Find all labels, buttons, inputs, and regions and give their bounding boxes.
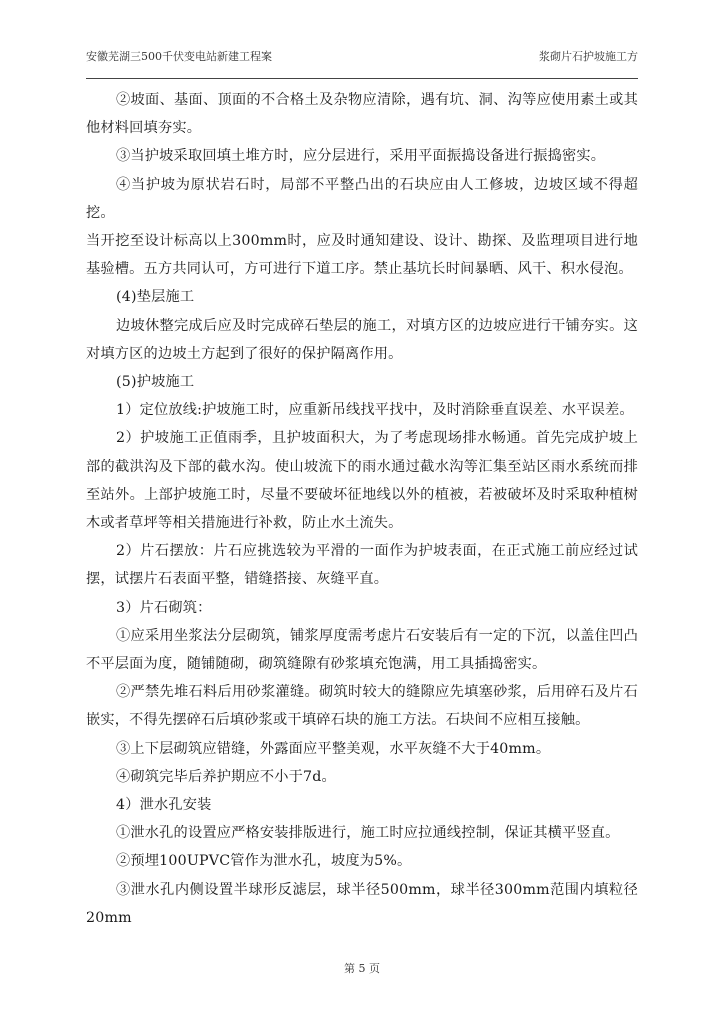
paragraph: 2）片石摆放：片石应挑选较为平滑的一面作为护坡表面，在正式施工前应经过试摆，试摆片石表面平整，错缝搭接、灰缝平直。 [86,543,638,588]
paragraph: 边坡休整完成后应及时完成碎石垫层的施工，对填方区的边坡应进行干铺夯实。这对填方区的边坡土方起到了很好的保护隔离作用。 [86,317,638,362]
paragraph: ③当护坡采取回填土堆方时，应分层进行，采用平面振捣设备进行振捣密实。 [116,148,606,165]
paragraph: ②预埋100UPVC管作为泄水孔，坡度为5%。 [116,853,412,870]
page-number: 第 5 页 [344,962,380,975]
paragraph: ④砌筑完毕后养护期应不小于7d。 [116,768,336,785]
paragraph: ②严禁先堆石料后用砂浆灌缝。砌筑时较大的缝隙应先填塞砂浆，后用碎石及片石嵌实，不得先摆碎石后填砂浆或干填碎石块的施工方法。石块间不应相互接触。 [86,684,638,729]
section-heading: (5)护坡施工 [116,374,195,391]
paragraph: ①应采用坐浆法分层砌筑，铺浆厚度需考虑片石安装后有一定的下沉，以盖住凹凸不平层面为度，随铺随砌，砌筑缝隙有砂浆填充饱满，用工具插捣密实。 [86,627,638,673]
paragraph: ③泄水孔内侧设置半球形反滤层，球半径500mm，球半径300mm范围内填粒径20mm [86,881,638,926]
paragraph: 当开挖至设计标高以上300mm时，应及时通知建设、设计、勘探、及监理项目进行地基验槽。五方共同认可，方可进行下道工序。禁止基坑长时间暴晒、风干、积水侵泡。 [86,233,638,278]
header-divider [86,78,638,79]
paragraph: ②坡面、基面、顶面的不合格土及杂物应清除，遇有坑、洞、沟等应使用素土或其他材料回填夯实。 [86,92,638,137]
header-doc-title: 浆砌片石护坡施工方 [539,50,638,63]
paragraph: 2）护坡施工正值雨季，且护坡面积大，为了考虑现场排水畅通。首先完成护坡上部的截洪沟及下部的截水沟。使山坡流下的雨水通过截水沟等汇集至站区雨水系统而排至站外。上部护坡施工时，尽量不要破坏征地线以外的植被，若被破坏及时采取种植树木或者草坪等相关措施进行补救，防止水土流失。 [86,430,638,532]
section-heading: 4）泄水孔安装 [116,797,212,814]
document-body [86,86,638,932]
section-heading: (4)垫层施工 [116,289,195,306]
paragraph: ①泄水孔的设置应严格安装排版进行，施工时应拉通线控制，保证其横平竖直。 [116,825,620,842]
section-heading: 3）片石砌筑： [116,599,212,616]
paragraph: ③上下层砌筑应错缝，外露面应平整美观，水平灰缝不大于40mm。 [116,740,551,757]
paragraph: ④当护坡为原状岩石时，局部不平整凸出的石块应由人工修坡，边坡区域不得超挖。 [86,176,638,221]
paragraph: 1）定位放线:护坡施工时，应重新吊线找平找中，及时消除垂直误差、水平误差。 [116,402,634,419]
header-project-title: 安徽芜湖三500千伏变电站新建工程案 [86,50,272,63]
